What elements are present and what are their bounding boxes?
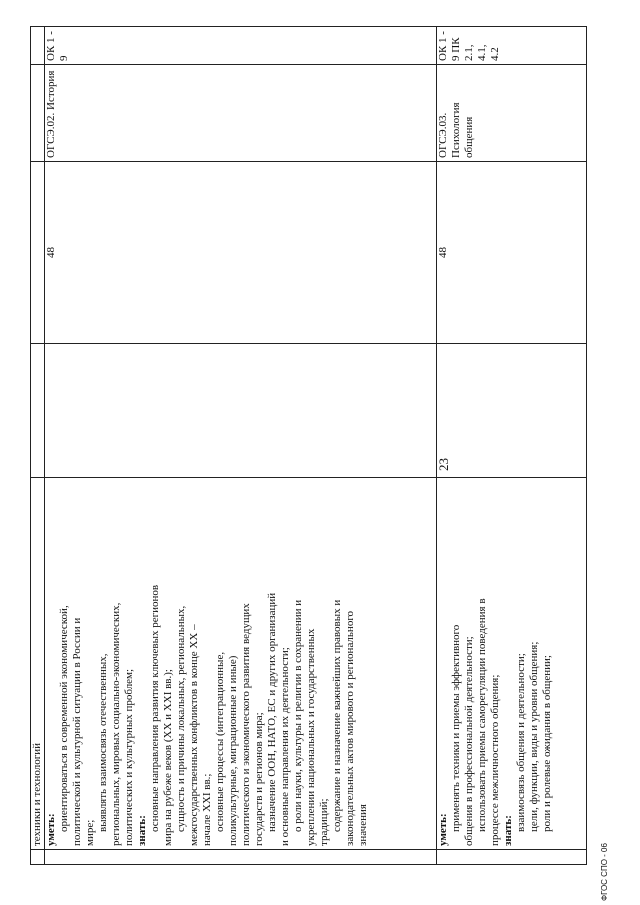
competencies-value: ОК 1 - 9 ПК 2.1, 4.1, 4.2 xyxy=(437,31,501,61)
description-line: знать: xyxy=(136,815,148,846)
description-line: политического и экономического развития ведущих xyxy=(240,603,252,846)
description-line: уметь: xyxy=(45,813,57,846)
discipline-name: ОГСЭ.02. История xyxy=(45,70,57,158)
table-cell xyxy=(437,344,587,478)
description-line: назначение ООН, НАТО, ЕС и других организаций xyxy=(266,592,278,832)
page-number: 23 xyxy=(436,458,451,471)
description-line: сущность и причины локальных, региональных, xyxy=(175,605,187,832)
top-row-text: техники и технологий xyxy=(31,743,43,846)
description-line: региональных, мировых социально-экономических, xyxy=(110,602,122,846)
description-line: основные направления развития ключевых регионов xyxy=(149,584,161,832)
description-line: начале XXI вв.; xyxy=(201,773,213,846)
curriculum-table xyxy=(30,26,587,865)
description-line: и основные направления их деятельности; xyxy=(279,647,291,846)
description-line: политической и культурной ситуации в России и xyxy=(71,617,83,846)
description-line: поликультурные, миграционные и иные) xyxy=(227,655,239,846)
description-line: законодательных актов мирового и регионального xyxy=(344,610,356,846)
table-cell xyxy=(31,65,45,162)
table-row xyxy=(45,27,437,865)
description-line: ориентироваться в современной экономической, xyxy=(58,605,70,832)
table-cell xyxy=(31,162,45,344)
description-line: содержание и назначение важнейших правовых и xyxy=(331,599,343,832)
description-line: роли и ролевые ожидания в общении; xyxy=(541,655,553,832)
discipline-name: ОГСЭ.03. Психология общения xyxy=(437,102,475,158)
description-line: значения xyxy=(357,804,369,846)
table-cell xyxy=(31,850,45,865)
competencies-cell xyxy=(437,27,587,65)
discipline-cell xyxy=(437,65,587,162)
description-line: государств и регионов мира; xyxy=(253,712,265,846)
discipline-cell xyxy=(45,65,437,162)
hours-cell xyxy=(437,162,587,344)
table-cell xyxy=(31,478,45,850)
description-line: мире; xyxy=(84,819,96,846)
description-line: о роли науки, культуры и религии в сохранении и xyxy=(292,599,304,832)
description-cell xyxy=(437,478,587,850)
description-line: общения в профессиональной деятельности; xyxy=(463,636,475,846)
description-cell xyxy=(45,478,437,850)
description-line: политических и культурных проблем; xyxy=(123,668,135,846)
description-line: процессе межличностного общения; xyxy=(489,674,501,846)
hours-value: 48 xyxy=(437,247,449,258)
description-line: цели, функции, виды и уровни общения; xyxy=(528,641,540,832)
description-line: традиций; xyxy=(318,798,330,846)
description-line: применять техники и приемы эффективного xyxy=(450,624,462,832)
description-line: укреплении национальных и государственных xyxy=(305,628,317,846)
table-cell xyxy=(31,27,45,65)
description-line: мира на рубеже веков (XX и XXI вв.); xyxy=(162,669,174,846)
table-cell xyxy=(45,850,437,865)
table-cell xyxy=(45,344,437,478)
table-cell xyxy=(437,850,587,865)
description-line: выявлять взаимосвязь отечественных, xyxy=(97,653,109,832)
table-cell xyxy=(31,344,45,478)
footer-code: ФГОС СПО - 06 xyxy=(600,843,609,901)
hours-value: 48 xyxy=(45,247,57,258)
description-line: основные процессы (интеграционные, xyxy=(214,651,226,832)
competencies-value: ОК 1 - 9 xyxy=(45,31,70,61)
description-line: знать: xyxy=(502,815,514,846)
description-line: межгосударственных конфликтов в конце XX – xyxy=(188,624,200,846)
competencies-cell xyxy=(45,27,437,65)
description-line: использовать приемы саморегуляции поведения в xyxy=(476,598,488,832)
hours-cell xyxy=(45,162,437,344)
description-line: уметь: xyxy=(437,813,449,846)
table-row xyxy=(437,27,587,865)
description-line: взаимосвязь общения и деятельности; xyxy=(515,653,527,832)
table-row xyxy=(31,27,45,865)
